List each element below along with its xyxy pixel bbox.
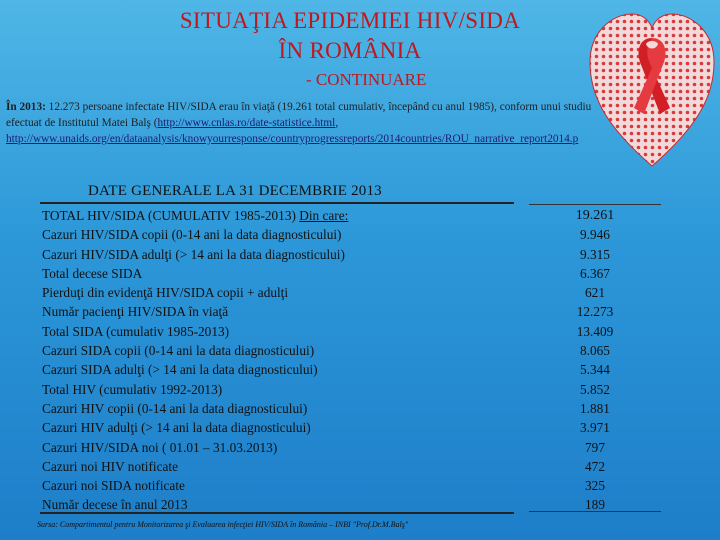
table-top-rule [40,202,514,204]
table-row-label: Total decese SIDA [42,265,143,281]
statistics-values [529,206,661,515]
table-row-label [42,206,512,225]
table-row-value: 3.971 [580,420,610,436]
table-heading: DATE GENERALE LA 31 DECEMBRIE 2013 [88,183,382,199]
title-line-2: ÎN ROMÂNIA [278,38,422,63]
table-row-value: 19.261 [575,208,615,223]
table-row-label: Număr decese în anul 2013 [42,497,188,513]
table-row-label: Pierduţi din evidenţă HIV/SIDA copii + adulţi [42,285,289,301]
heart-ribbon-icon [586,4,718,172]
table-row-value: 472 [585,458,605,474]
table-row-label: Cazuri HIV adulţi (> 14 ani la data diagnosticului) [42,420,311,436]
table-row-value: 12.273 [576,304,614,320]
table-row-label: Cazuri HIV/SIDA adulţi (> 14 ani la data diagnosticului) [42,246,345,262]
table-row-value: 797 [585,439,605,455]
statistics-labels [42,206,512,515]
table-row-value: 325 [585,478,605,494]
page-title [140,6,560,66]
table-row-value: 5.852 [580,381,610,397]
table-row-label: Cazuri HIV copii (0-14 ani la data diagnosticului) [42,400,308,416]
table-row-label: Total HIV (cumulativ 1992-2013) [42,381,223,397]
unaids-link[interactable]: http://www.unaids.org/en/dataanalysis/knowyourresponse/countryprogressreports/2014countries/ROU_narrative_report2014.p [6,133,579,145]
table-row-label: Cazuri noi HIV notificate [42,458,179,474]
intro-lead: În 2013: [6,101,46,113]
intro-separator: , [335,117,339,129]
table-row-label: Cazuri HIV/SIDA copii (0-14 ani la data diagnosticului) [42,227,342,243]
cnlas-link[interactable]: http://www.cnlas.ro/date-statistice.html [157,117,336,129]
table-row-label: Cazuri SIDA adulţi (> 14 ani la data diagnosticului) [42,362,318,378]
source-note: Sursa: Compartimentul pentru Monitorizarea şi Evaluarea infecţiei HIV/SIDA în România – INBI "Prof.Dr.M.Balş" [37,520,409,529]
table-row-value: 8.065 [580,343,610,359]
page-subtitle: - CONTINUARE [306,70,427,89]
table-row-label: Cazuri SIDA copii (0-14 ani la data diagnosticului) [42,343,315,359]
total-label: TOTAL HIV/SIDA (CUMULATIV 1985-2013) [42,208,300,223]
table-row-value: 189 [585,497,605,513]
table-row-label: Cazuri HIV/SIDA noi ( 01.01 – 31.03.2013) [42,439,278,455]
table-row-value: 1.881 [580,400,610,416]
title-line-1: SITUAŢIA EPIDEMIEI HIV/SIDA [179,8,521,33]
table-row-label: Număr pacienţi HIV/SIDA în viaţă [42,304,229,320]
table-row-value: 9.946 [580,227,610,243]
intro-paragraph [6,99,596,147]
table-row-value: 13.409 [576,323,614,339]
table-row-value: 621 [585,285,605,301]
intro-text: 12.273 persoane infectate HIV/SIDA erau în viaţă (19.261 total cumulativ, începând cu anul 1985), conform unui studiu efectuat de Institutul Matei Balş ( [6,101,592,129]
table-row-value: 9.315 [580,246,610,262]
table-row-label: Cazuri noi SIDA notificate [42,478,185,494]
din-care-label: Din care: [299,208,349,223]
table-row-value: 5.344 [580,362,610,378]
table-row-value: 6.367 [580,265,610,281]
table-row-label: Total SIDA (cumulativ 1985-2013) [42,323,230,339]
